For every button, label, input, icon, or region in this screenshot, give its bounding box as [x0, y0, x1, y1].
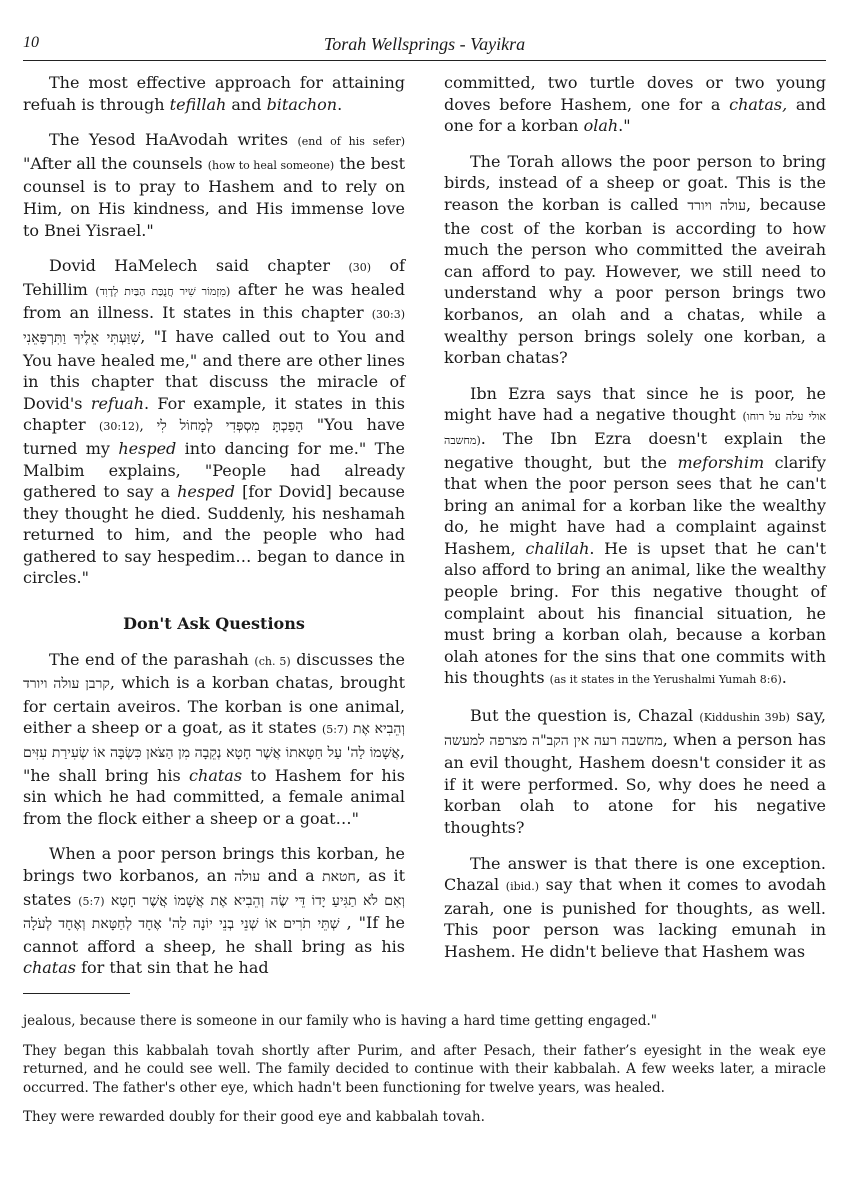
left-column	[23, 72, 405, 993]
paragraph: The answer is that there is one exception. Chazal (ibid.) say that when it comes to avodah zarah, one is punished for thoughts, as well. This poor person was lacking emunah in Hashem. He didn't believe that Hashem was	[444, 853, 826, 961]
paragraph: The most effective approach for attaining refuah is through tefillah and bitachon.	[23, 73, 405, 114]
paragraph: The Yesod HaAvodah writes (end of his sefer) "After all the counsels (how to heal someone) the best counsel is to pray to Hashem and to rely on Him, on His kindness, and His immense love to Bnei Yisrael."	[23, 130, 405, 240]
right-column	[444, 72, 826, 977]
footnote-rule	[23, 993, 130, 994]
paragraph: When a poor person brings this korban, he brings two korbanos, an עולה and a חטאת, as it states (5:7) וְאִם לֹא תַגִּיעַ יָדוֹ דֵּי שֶׂה וְהֵבִיא אֶת אֲשָׁמוֹ אֲשֶׁר חָטָא שְׁתֵּי תֹרִים אוֹ שְׁנֵי בְנֵי יוֹנָה לַה' אֶחָד לְחַטָּאת וְאֶחָד לְעֹלָה , "If he cannot afford a sheep, he shall bring as his chatas for that sin that he had	[23, 844, 406, 978]
header-rule	[23, 60, 826, 61]
paragraph: The end of the parashah (ch. 5) discusses the קרבן עולה ויורד, which is a korban chatas, brought for certain aveiros. The korban is one animal, either a sheep or a goat, as it states (5:7) וְהֵבִיא אֶת אֲשָׁמוֹ לַה' עַל חַטָּאתוֹ אֲשֶׁר חָטָא נְקֵבָה מִן הַצֹּאן כִּשְׂבָּה אוֹ שְׂעִירַת עִזִּים, "he shall bring his chatas to Hashem for his sin which he had committed, a female animal from the flock either a sheep or a goat…"	[23, 649, 406, 828]
footnote-paragraph: They were rewarded doubly for their good eye and kabbalah tovah.	[23, 1109, 485, 1125]
paragraph: committed, two turtle doves or two young doves before Hashem, one for a chatas, and one for a korban olah."	[444, 73, 826, 136]
footnote-paragraph: They began this kabbalah tovah shortly after Purim, and after Pesach, their father’s eyesight in the weak eye returned, and he could see well. The family decided to continue with their kabbalah. A few weeks later, a miracle occurred. The father's other eye, which hadn't been functioning for twelve years, was healed.	[23, 1042, 826, 1096]
paragraph: Dovid HaMelech said chapter (30) of Tehillim (מִזְמוֹר שִׁיר חֲנֻכַּת הַבַּיִת לְדָוִד) after he was healed from an illness. It states in this chapter (30:3) שִׁוַּעְתִּי אֵלֶיךָ וַתִּרְפָּאֵנִי, "I have called out to You and You have healed me," and there are other lines in this chapter that discuss the miracle of Dovid's refuah. For example, it states in this chapter (30:12), הָפַכְתָּ מִסְפְּדִי לְמָחוֹל לִי "You have turned my hesped into dancing for me." The Malbim explains, "People had already gathered to say a hesped [for Dovid] because they thought he died. Suddenly, his neshamah returned to him, and the people who had gathered to say hespedim… began to dance in circles."	[23, 256, 406, 588]
page-number: 10	[23, 34, 39, 51]
running-head: Torah Wellsprings - Vayikra	[323, 34, 526, 54]
paragraph: But the question is, Chazal (Kiddushin 39b) say, מחשבה רעה אין הקב"ה מצרפה למעשה, when a person has an evil thought, Hashem doesn't consider it as if it were performed. So, why does he need a korban olah to atone for his negative thoughts?	[444, 706, 827, 837]
section-heading: Don't Ask Questions	[123, 614, 305, 634]
paragraph: Ibn Ezra says that since he is poor, he might have had a negative thought (אולי עלה על רוחו מחשבה). The Ibn Ezra doesn't explain the negative thought, but the meforshim clarify that when the poor person sees that he can't bring an animal for a korban like the wealthy do, he might have had a complaint against Hashem, chalilah. He is upset that he can't also afford to bring an animal, like the wealthy people bring. For this negative thought of complaint about his financial situation, he must bring a korban olah, because a korban olah atones for the sins that one commits with his thoughts (as it states in the Yerushalmi Yumah 8:6).	[444, 383, 827, 688]
footnote-paragraph: jealous, because there is someone in our family who is having a hard time getting engaged."	[23, 1013, 658, 1029]
footnotes	[23, 1012, 826, 1138]
paragraph: The Torah allows the poor person to bring birds, instead of a sheep or goat. This is the reason the korban is called עולה ויורד, because the cost of the korban is according to how much the person who committed the aveirah can afford to pay. However, we still need to understand why a poor person brings two korbanos, an olah and a chatas, while a wealthy person brings solely one korban, a korban chatas?	[444, 151, 826, 368]
